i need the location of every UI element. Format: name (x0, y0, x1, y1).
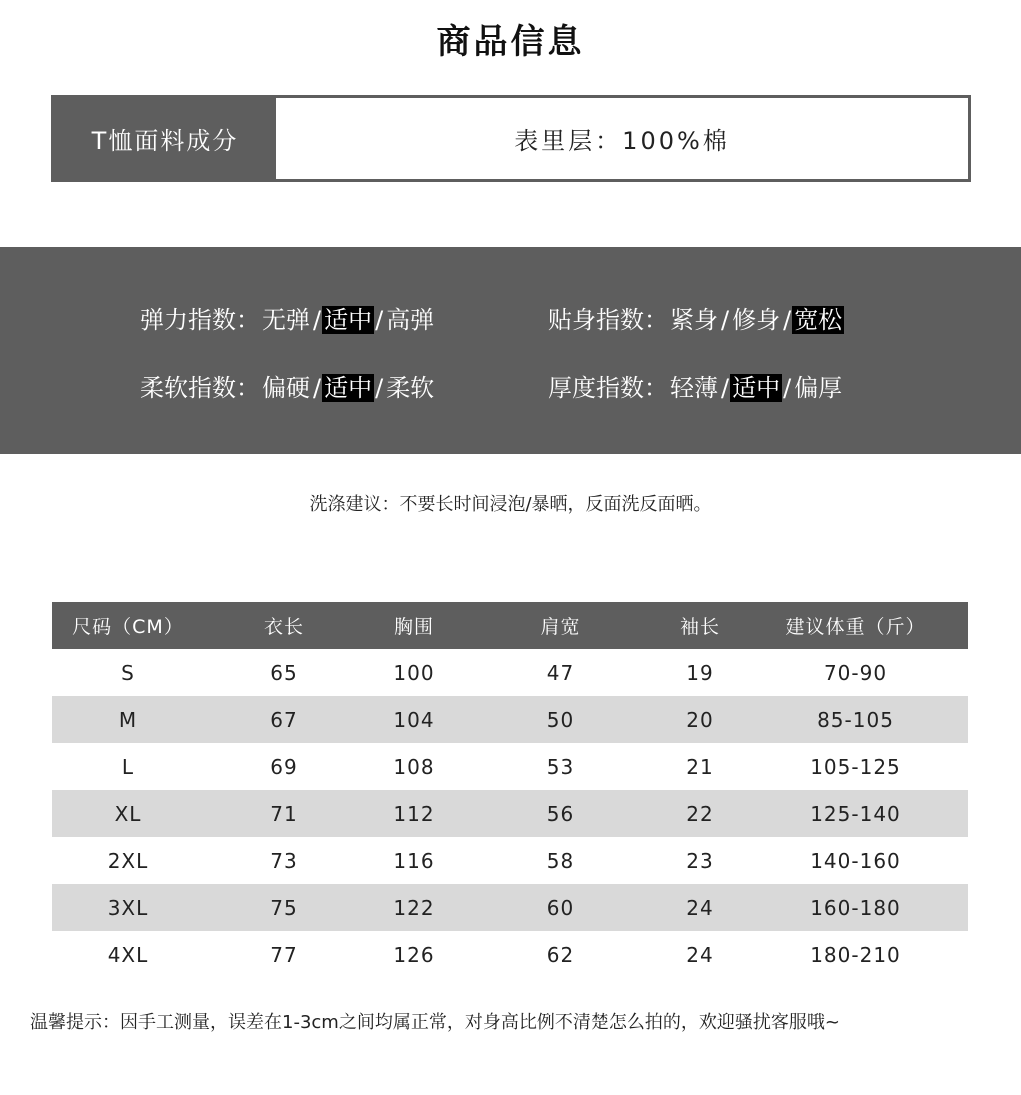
cell-sleeve: 24 (686, 942, 714, 967)
elastic-index-label: 弹力指数： (140, 305, 260, 334)
cell-length: 69 (270, 754, 298, 779)
soft-option: 柔软 (386, 373, 435, 402)
cell-chest: 126 (393, 942, 435, 967)
cell-size: L (121, 754, 135, 779)
table-row (52, 649, 968, 696)
cell-weight: 105-125 (810, 754, 901, 779)
cell-chest: 116 (393, 848, 435, 873)
wash-advice: 洗涤建议：不要长时间浸泡/暴晒，反面洗反面晒。 (309, 494, 712, 515)
header-size: 尺码（CM） (72, 616, 184, 638)
option-separator: / (313, 305, 322, 334)
fit-index (548, 299, 844, 335)
elastic-option: 高弹 (386, 305, 435, 334)
cell-chest: 100 (393, 660, 435, 685)
cell-shoulder: 62 (546, 942, 575, 967)
table-row (52, 696, 968, 743)
fit-option: 紧身 (670, 305, 718, 334)
cell-weight: 180-210 (810, 942, 901, 967)
cell-size: XL (114, 801, 142, 826)
cell-sleeve: 20 (686, 707, 714, 732)
cell-chest: 104 (393, 707, 435, 732)
cell-chest: 108 (393, 754, 435, 779)
cell-sleeve: 23 (686, 848, 714, 873)
cell-shoulder: 60 (546, 895, 575, 920)
cell-shoulder: 56 (546, 801, 575, 826)
option-separator: / (721, 305, 730, 334)
thickness-index (548, 367, 844, 403)
cell-sleeve: 24 (686, 895, 714, 920)
soft-option: 偏硬 (262, 373, 310, 402)
cell-weight: 125-140 (810, 801, 901, 826)
cell-sleeve: 19 (686, 660, 714, 685)
cell-weight: 85-105 (817, 707, 894, 732)
thick-index-options (668, 368, 844, 403)
cell-chest: 112 (393, 801, 435, 826)
table-row (52, 837, 968, 884)
size-table-header (52, 602, 968, 649)
fabric-label: T恤面料成分 (54, 98, 276, 179)
header-sleeve: 袖长 (679, 616, 720, 638)
header-chest: 胸围 (393, 616, 434, 638)
header-shoulder: 肩宽 (540, 616, 581, 638)
option-separator: / (721, 373, 730, 402)
fit-option: 修身 (732, 305, 781, 334)
thickness-index-label: 厚度指数： (548, 373, 668, 402)
header-length: 衣长 (263, 616, 304, 638)
soft-index-options (260, 368, 436, 403)
cell-shoulder: 50 (546, 707, 575, 732)
elastic-index (140, 299, 436, 335)
thick-option: 轻薄 (670, 373, 718, 402)
cell-size: 4XL (107, 942, 149, 967)
option-separator: / (375, 305, 384, 334)
cell-size: 3XL (107, 895, 149, 920)
cell-size: S (121, 660, 135, 685)
softness-index (140, 367, 436, 403)
cell-length: 65 (270, 660, 298, 685)
fit-option-selected: 宽松 (794, 305, 843, 334)
soft-option-selected: 适中 (324, 373, 373, 402)
cell-weight: 70-90 (823, 660, 888, 685)
fit-index-label: 贴身指数： (548, 305, 668, 334)
cell-length: 73 (270, 848, 298, 873)
header-weight: 建议体重（斤） (785, 616, 926, 638)
cell-weight: 160-180 (810, 895, 901, 920)
page-title: 商品信息 (436, 22, 585, 62)
cell-sleeve: 21 (686, 754, 714, 779)
thick-option-selected: 适中 (732, 373, 781, 402)
fit-index-options (668, 300, 844, 335)
cell-length: 77 (270, 942, 298, 967)
index-panel (0, 247, 1021, 454)
cell-weight: 140-160 (810, 848, 901, 873)
table-row (52, 931, 968, 978)
option-separator: / (375, 373, 384, 402)
cell-sleeve: 22 (686, 801, 714, 826)
softness-index-label: 柔软指数： (140, 373, 260, 402)
cell-size: 2XL (107, 848, 149, 873)
option-separator: / (313, 373, 322, 402)
elastic-option: 无弹 (262, 305, 310, 334)
cell-size: M (118, 707, 138, 732)
table-row (52, 790, 968, 837)
cell-shoulder: 53 (546, 754, 575, 779)
cell-length: 67 (270, 707, 298, 732)
fabric-composition-box (51, 95, 971, 182)
cell-shoulder: 47 (546, 660, 575, 685)
size-table (52, 602, 968, 978)
table-row (52, 743, 968, 790)
cell-chest: 122 (393, 895, 435, 920)
cell-length: 75 (270, 895, 298, 920)
elastic-index-options (260, 300, 436, 335)
fabric-value: 表里层：100%棉 (276, 98, 968, 179)
cell-shoulder: 58 (546, 848, 575, 873)
thick-option: 偏厚 (794, 373, 843, 402)
table-row (52, 884, 968, 931)
cell-length: 71 (270, 801, 298, 826)
option-separator: / (783, 305, 792, 334)
measurement-tip: 温馨提示：因手工测量，误差在1-3cm之间均属正常，对身高比例不清楚怎么拍的，欢迎骚扰客服哦~ (30, 1012, 840, 1033)
elastic-option-selected: 适中 (324, 305, 373, 334)
option-separator: / (783, 373, 792, 402)
